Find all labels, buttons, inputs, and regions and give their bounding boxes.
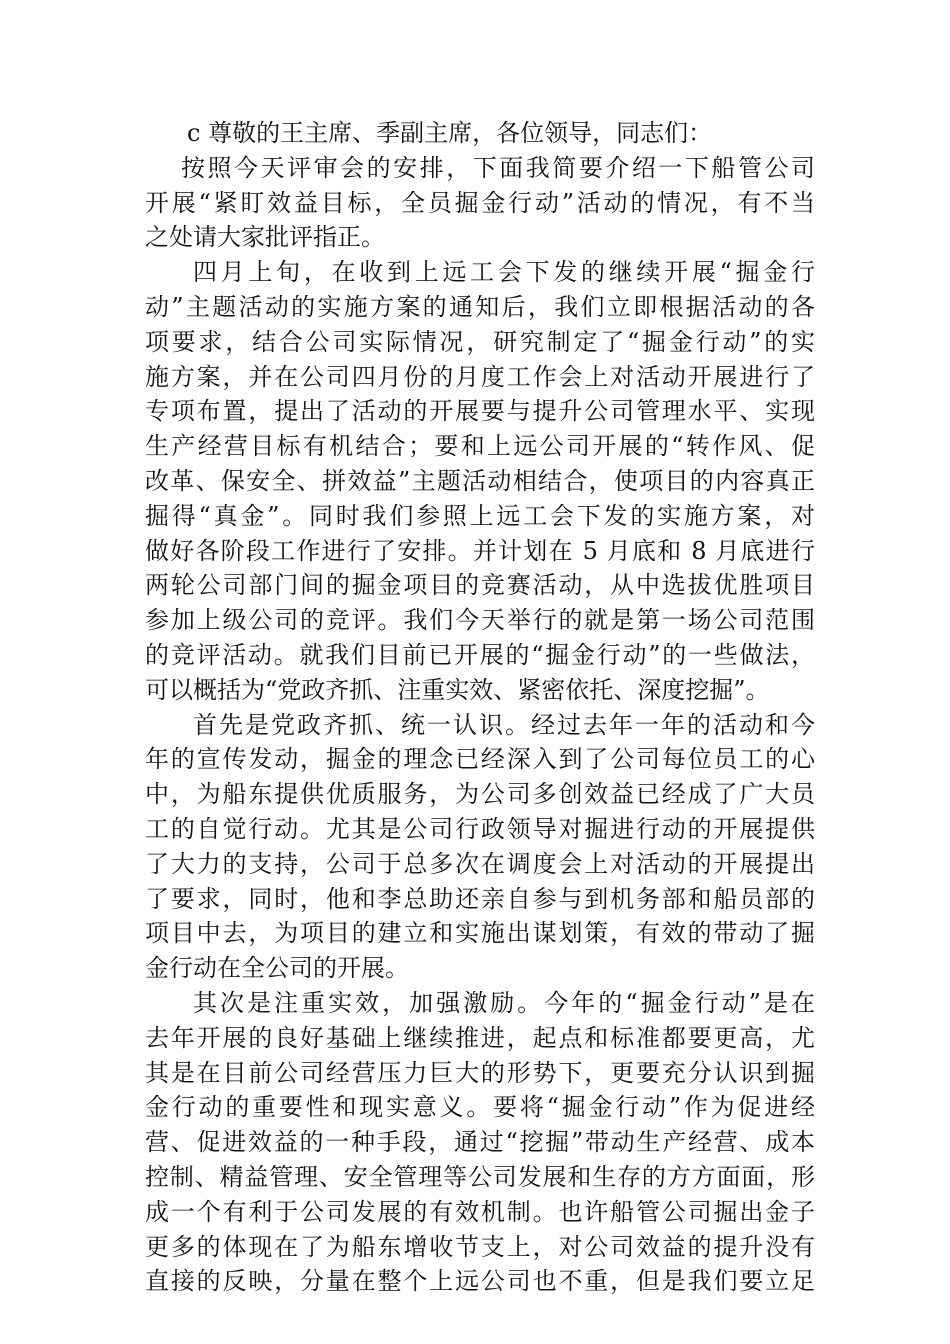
- paragraph-4-line: 控制、精益管理、安全管理等公司发展和生存的方方面面，形: [145, 1162, 815, 1191]
- paragraph-2-line: 项要求，结合公司实际情况，研究制定了“掘金行动”的实: [145, 327, 815, 356]
- paragraph-2-line: 生产经营目标有机结合；要和上远公司开展的“转作风、促: [145, 432, 815, 461]
- paragraph-2-line: 动”主题活动的实施方案的通知后，我们立即根据活动的各: [145, 292, 815, 321]
- paragraph-4-line: 其是在目前公司经营压力巨大的形势下，更要充分认识到掘: [145, 1058, 815, 1087]
- salutation-line: c 尊敬的王主席、季副主席，各位领导，同志们：: [187, 119, 713, 147]
- paragraph-3-line: 项目中去，为项目的建立和实施出谋划策，有效的带动了掘: [145, 919, 815, 948]
- paragraph-1-line: 开展“紧盯效益目标，全员掘金行动”活动的情况，有不当: [145, 188, 815, 217]
- paragraph-2-line: 四月上旬，在收到上远工会下发的继续开展“掘金行: [193, 258, 815, 287]
- paragraph-4-line: 更多的体现在了为船东增收节支上，对公司效益的提升没有: [145, 1232, 815, 1261]
- paragraph-2-line: 两轮公司部门间的掘金项目的竞赛活动，从中选拔优胜项目: [145, 571, 815, 600]
- paragraph-2-line: 掘得“真金”。同时我们参照上远工会下发的实施方案，对: [145, 501, 815, 530]
- paragraph-2-line: 参加上级公司的竞评。我们今天举行的就是第一场公司范围: [145, 606, 815, 635]
- paragraph-3-line: 了要求，同时，他和李总助还亲自参与到机务部和船员部的: [145, 884, 815, 913]
- paragraph-1-line: 按照今天评审会的安排，下面我简要介绍一下船管公司: [181, 153, 815, 182]
- document-body: [145, 116, 815, 1299]
- paragraph-2-line: 的竞评活动。就我们目前已开展的“掘金行动”的一些做法，: [145, 640, 815, 669]
- paragraph-3-line: 首先是党政齐抓、统一认识。经过去年一年的活动和今: [193, 710, 815, 739]
- paragraph-3-line: 中，为船东提供优质服务，为公司多创效益已经成了广大员: [145, 780, 815, 809]
- paragraph-4-line: 其次是注重实效，加强激励。今年的“掘金行动”是在: [193, 988, 815, 1017]
- paragraph-4-line: 成一个有利于公司发展的有效机制。也许船管公司掘出金子: [145, 1197, 815, 1226]
- paragraph-4-line: 营、促进效益的一种手段，通过“挖掘”带动生产经营、成本: [145, 1128, 815, 1157]
- paragraph-2-line: 做好各阶段工作进行了安排。并计划在 5 月底和 8 月底进行: [145, 536, 815, 565]
- paragraph-4-line: 直接的反映，分量在整个上远公司也不重，但是我们要立足: [145, 1267, 815, 1296]
- paragraph-4-line: 去年开展的良好基础上继续推进，起点和标准都要更高，尤: [145, 1023, 815, 1052]
- paragraph-2-line: 专项布置，提出了活动的开展要与提升公司管理水平、实现: [145, 397, 815, 426]
- paragraph-3-line: 了大力的支持，公司于总多次在调度会上对活动的开展提出: [145, 849, 815, 878]
- paragraph-4-line: 金行动的重要性和现实意义。要将“掘金行动”作为促进经: [145, 1093, 815, 1122]
- paragraph-1-line: 之处请大家批评指正。: [145, 223, 385, 252]
- paragraph-2-line: 可以概括为“党政齐抓、注重实效、紧密依托、深度挖掘”。: [145, 675, 770, 704]
- paragraph-3-line: 工的自觉行动。尤其是公司行政领导对掘进行动的开展提供: [145, 814, 815, 843]
- paragraph-3-line: 年的宣传发动，掘金的理念已经深入到了公司每位员工的心: [145, 745, 815, 774]
- paragraph-2-line: 改革、保安全、拼效益”主题活动相结合，使项目的内容真正: [145, 466, 815, 495]
- paragraph-2-line: 施方案，并在公司四月份的月度工作会上对活动开展进行了: [145, 362, 815, 391]
- paragraph-3-line: 金行动在全公司的开展。: [145, 954, 409, 983]
